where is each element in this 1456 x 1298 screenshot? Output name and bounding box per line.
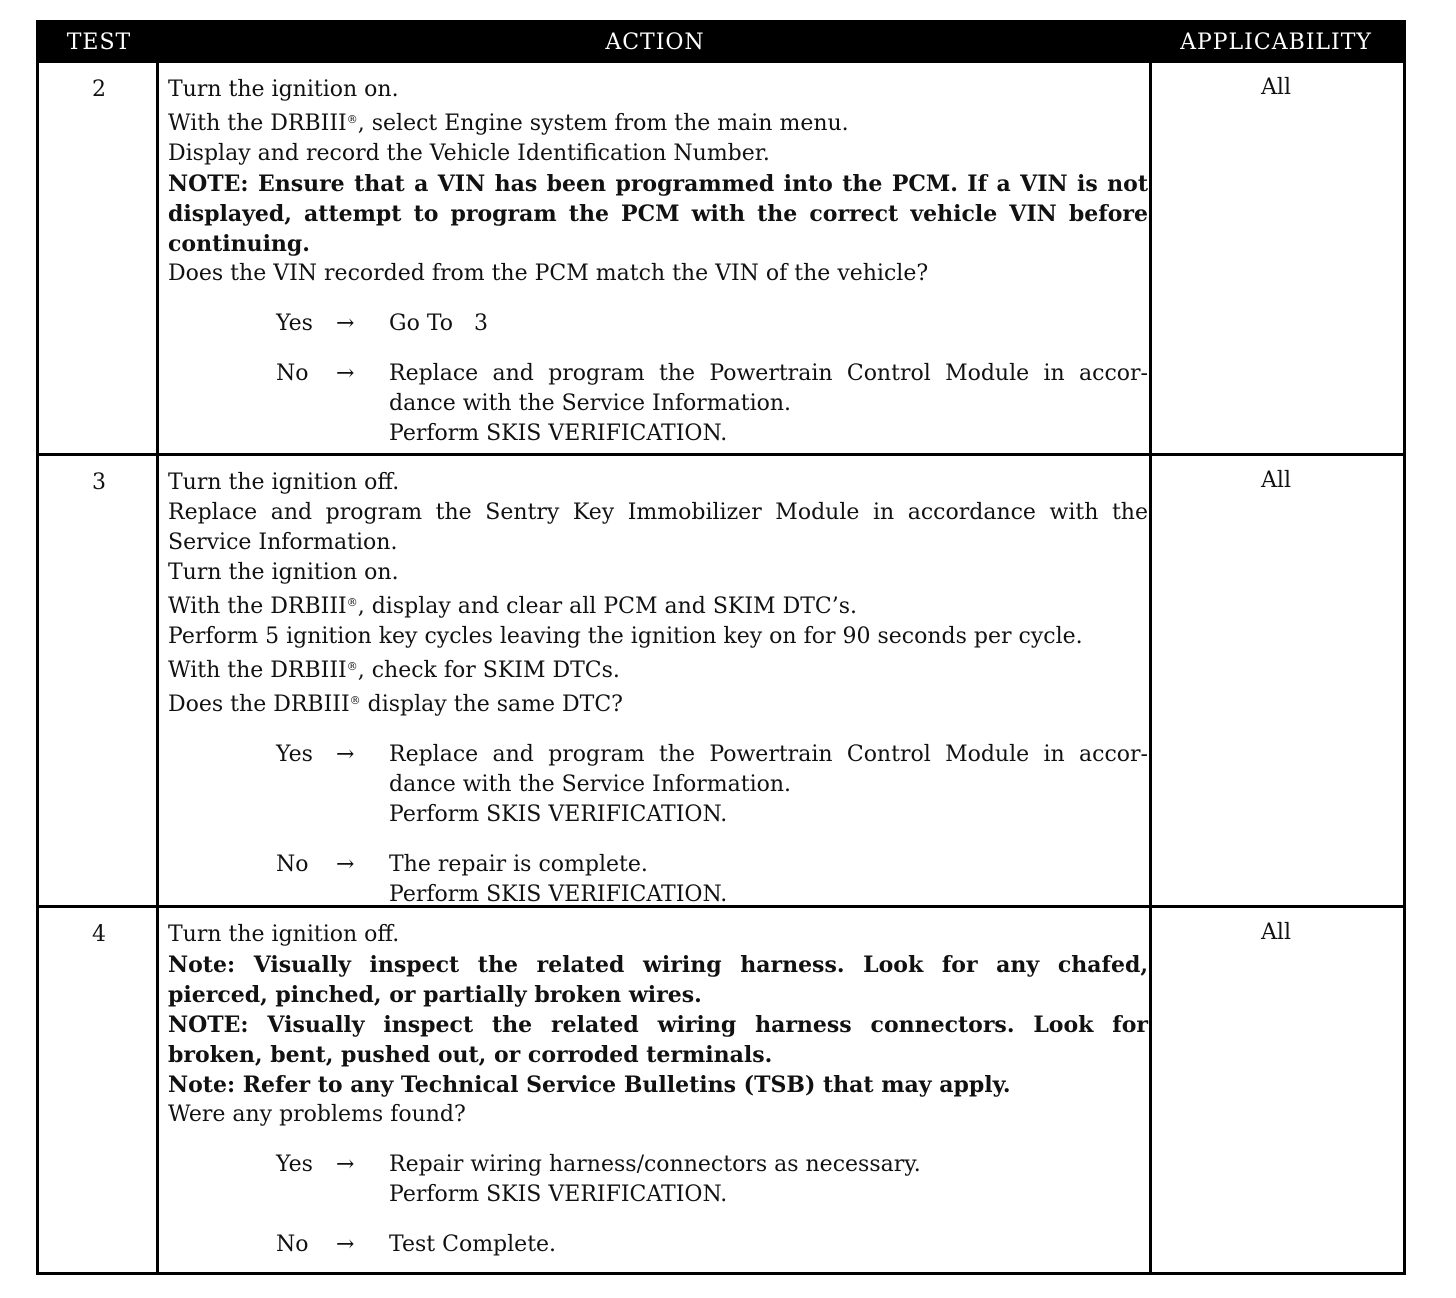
- arrow-icon: →: [336, 311, 355, 336]
- question-line: Does the VIN recorded from the PCM match the VIN of the vehicle?: [168, 261, 929, 286]
- header-applicability: APPLICABILITY: [1180, 30, 1372, 55]
- answer-label: Yes: [276, 742, 313, 767]
- arrow-icon: →: [336, 742, 355, 767]
- answer-text: Perform SKIS VERIFICATION.: [389, 421, 728, 446]
- header-test: TEST: [66, 30, 132, 55]
- arrow-icon: →: [336, 1232, 355, 1257]
- column-divider: [156, 63, 159, 1272]
- answer-yes: [168, 740, 1148, 830]
- note-line: Note: Visually inspect the related wiring harness. Look for any chafed,: [168, 952, 1148, 978]
- answer-text: Perform SKIS VERIFICATION.: [389, 802, 728, 827]
- answer-text: dance with the Service Information.: [389, 772, 792, 797]
- diagnostic-test-table: [36, 20, 1406, 1275]
- answer-no: [168, 850, 1148, 910]
- answer-text: The repair is complete.: [389, 852, 648, 877]
- table-row: [39, 453, 1403, 908]
- applicability-value: All: [1261, 920, 1291, 945]
- answer-no: [168, 359, 1148, 449]
- answer-label: No: [276, 852, 309, 877]
- test-number: 4: [92, 922, 106, 947]
- action-cell: [168, 468, 1148, 910]
- note-line: broken, bent, pushed out, or corroded terminals.: [168, 1042, 773, 1068]
- question-line: Does the DRBIII® display the same DTC?: [168, 692, 623, 717]
- answer-text: Test Complete.: [389, 1232, 557, 1257]
- answer-text: Perform SKIS VERIFICATION.: [389, 882, 728, 907]
- answer-no: [168, 1230, 1148, 1260]
- action-line: With the DRBIII®, select Engine system from the main menu.: [168, 111, 849, 136]
- action-line: Turn the ignition on.: [168, 560, 399, 585]
- arrow-icon: →: [336, 1152, 355, 1177]
- action-line: Turn the ignition on.: [168, 77, 399, 102]
- header-action: ACTION: [605, 30, 705, 55]
- column-divider: [1149, 63, 1152, 1272]
- note-line: pierced, pinched, or partially broken wires.: [168, 982, 702, 1008]
- action-line: Service Information.: [168, 530, 398, 555]
- note-line: displayed, attempt to program the PCM with the correct vehicle VIN before: [168, 201, 1148, 227]
- action-line: Turn the ignition off.: [168, 922, 400, 947]
- action-line: Replace and program the Sentry Key Immobilizer Module in accordance with the: [168, 500, 1148, 525]
- answer-text: Replace and program the Powertrain Control Module in accor-: [389, 361, 1148, 386]
- action-line: Display and record the Vehicle Identification Number.: [168, 141, 770, 166]
- note-line: Note: Refer to any Technical Service Bulletins (TSB) that may apply.: [168, 1072, 1011, 1098]
- table-row: [39, 60, 1403, 456]
- question-line: Were any problems found?: [168, 1102, 466, 1127]
- note-line: continuing.: [168, 231, 310, 257]
- registered-mark: ®: [346, 113, 358, 126]
- applicability-value: All: [1261, 75, 1291, 100]
- answer-yes: [168, 1150, 1148, 1210]
- note-line: NOTE: Ensure that a VIN has been programmed into the PCM. If a VIN is not: [168, 171, 1148, 197]
- answer-label: No: [276, 361, 309, 386]
- action-line: With the DRBIII®, check for SKIM DTCs.: [168, 658, 620, 683]
- action-line: With the DRBIII®, display and clear all PCM and SKIM DTC’s.: [168, 594, 857, 619]
- test-number: 2: [92, 77, 106, 102]
- answer-yes: [168, 309, 1148, 339]
- action-line: Perform 5 ignition key cycles leaving the ignition key on for 90 seconds per cycle.: [168, 624, 1083, 649]
- registered-mark: ®: [346, 660, 358, 673]
- applicability-value: All: [1261, 468, 1291, 493]
- registered-mark: ®: [349, 694, 361, 707]
- answer-label: Yes: [276, 311, 313, 336]
- registered-mark: ®: [346, 596, 358, 609]
- table-row: [39, 905, 1403, 1272]
- arrow-icon: →: [336, 361, 355, 386]
- answer-text: Perform SKIS VERIFICATION.: [389, 1182, 728, 1207]
- answer-text: dance with the Service Information.: [389, 391, 792, 416]
- answer-label: Yes: [276, 1152, 313, 1177]
- answer-text: Repair wiring harness/connectors as necessary.: [389, 1152, 921, 1177]
- arrow-icon: →: [336, 852, 355, 877]
- action-cell: [168, 920, 1148, 1260]
- answer-label: No: [276, 1232, 309, 1257]
- test-number: 3: [92, 470, 106, 495]
- action-cell: [168, 75, 1148, 449]
- table-header: [39, 23, 1403, 63]
- answer-text: Replace and program the Powertrain Control Module in accor-: [389, 742, 1148, 767]
- action-line: Turn the ignition off.: [168, 470, 400, 495]
- answer-text: Go To 3: [389, 311, 488, 336]
- note-line: NOTE: Visually inspect the related wiring harness connectors. Look for: [168, 1012, 1148, 1038]
